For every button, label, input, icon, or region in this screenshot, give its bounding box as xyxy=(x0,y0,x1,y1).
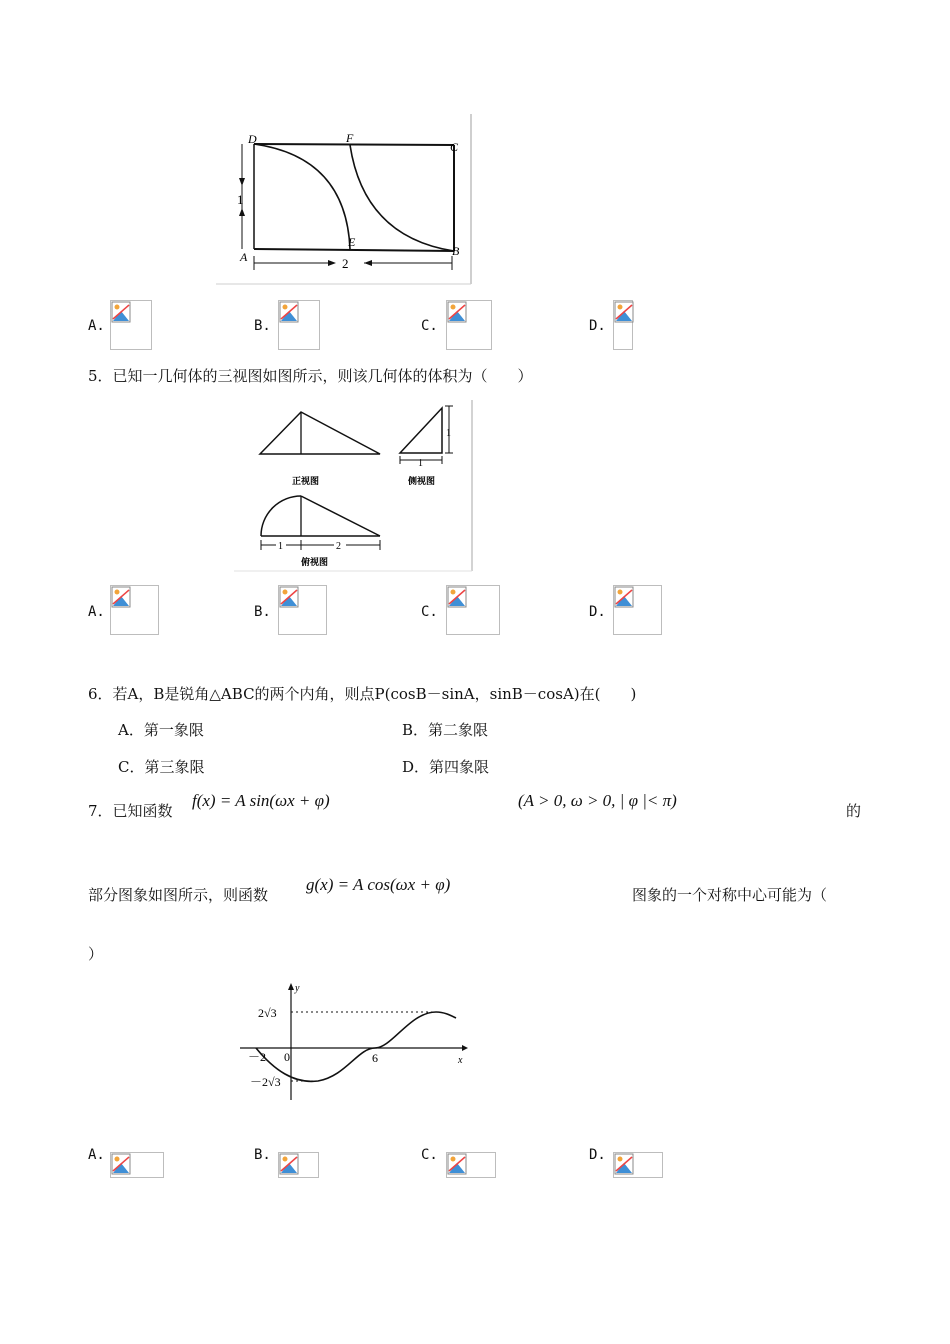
q7-line2-end: 图象的一个对称中心可能为（ xyxy=(632,886,828,904)
q7-option-a-label: A. xyxy=(88,1147,105,1163)
q7-line2-start: 部分图象如图所示，则函数 xyxy=(88,886,269,904)
q5-option-d-label: D. xyxy=(589,604,606,620)
x-axis-label: x xyxy=(458,1055,463,1066)
point-label-a: A xyxy=(240,250,248,264)
q6-option-d: D．第四象限 xyxy=(402,758,490,776)
q7-option-d-image xyxy=(613,1152,663,1178)
top-view-label: 俯视图 xyxy=(301,558,329,568)
broken-image-icon xyxy=(447,1153,467,1175)
q5-option-a-label: A. xyxy=(88,604,105,620)
dim-label-ad: 1 xyxy=(237,192,244,207)
three-view-figure xyxy=(234,398,474,573)
q5-option-b-image xyxy=(278,585,327,635)
top-dim-right-label: 2 xyxy=(336,541,341,552)
broken-image-icon xyxy=(279,301,299,323)
y-max-label: 2√3 xyxy=(258,1006,277,1020)
broken-image-icon xyxy=(614,301,634,323)
broken-image-icon xyxy=(111,586,131,608)
q4-option-c-image xyxy=(446,300,492,350)
y-axis-label: y xyxy=(295,983,300,994)
broken-image-icon xyxy=(614,1153,634,1175)
q6-option-b: B．第二象限 xyxy=(402,721,489,739)
point-label-e: E xyxy=(348,235,356,249)
q6-stem: 6．若A，B是锐角△ABC的两个内角，则点P(cosB－sinA，sinB－cosA)在( ) xyxy=(88,685,637,703)
side-width-label: 1 xyxy=(418,458,423,469)
q4-option-a-label: A. xyxy=(88,318,105,334)
q7-option-b-label: B. xyxy=(254,1147,271,1163)
broken-image-icon xyxy=(279,1153,299,1175)
q4-option-c-label: C. xyxy=(421,318,438,334)
q4-option-d-image xyxy=(613,300,633,350)
sine-graph-figure xyxy=(234,980,476,1108)
point-label-f: F xyxy=(346,131,354,145)
broken-image-icon xyxy=(447,301,467,323)
q5-option-c-image xyxy=(446,585,500,635)
q5-option-a-image xyxy=(110,585,159,635)
front-view-label: 正视图 xyxy=(292,477,320,487)
q7-option-c-image xyxy=(446,1152,496,1178)
q7-conditions: (A > 0, ω > 0, | φ |< π) xyxy=(518,791,677,810)
q6-option-c: C．第三象限 xyxy=(118,758,205,776)
dim-label-ab: 2 xyxy=(342,256,349,271)
broken-image-icon xyxy=(111,301,131,323)
broken-image-icon xyxy=(111,1153,131,1175)
broken-image-icon xyxy=(614,586,634,608)
q5-option-b-label: B. xyxy=(254,604,271,620)
broken-image-icon xyxy=(279,586,299,608)
q4-option-b-image xyxy=(278,300,320,350)
q7-stem-start: 7．已知函数 xyxy=(88,802,173,820)
q7-formula-g: g(x) = A cos(ωx + φ) xyxy=(306,875,451,894)
q4-option-a-image xyxy=(110,300,152,350)
x-pos-label: 6 xyxy=(372,1051,378,1065)
q7-option-a-image xyxy=(110,1152,164,1178)
q4-option-b-label: B. xyxy=(254,318,271,334)
q7-stem-de: 的 xyxy=(846,802,862,820)
top-dim-left-label: 1 xyxy=(278,541,283,552)
q5-stem: 5．已知一几何体的三视图如图所示，则该几何体的体积为（ ） xyxy=(88,367,533,385)
q4-option-d-label: D. xyxy=(589,318,606,334)
q5-option-c-label: C. xyxy=(421,604,438,620)
broken-image-icon xyxy=(447,586,467,608)
y-min-label: －2√3 xyxy=(250,1075,281,1089)
q7-option-c-label: C. xyxy=(421,1147,438,1163)
q7-option-d-label: D. xyxy=(589,1147,606,1163)
point-label-b: B xyxy=(452,244,460,258)
q7-line3: ） xyxy=(88,945,104,963)
rectangle-arc-figure xyxy=(214,112,474,287)
q5-option-d-image xyxy=(613,585,662,635)
q7-option-b-image xyxy=(278,1152,319,1178)
q7-formula-f: f(x) = A sin(ωx + φ) xyxy=(192,791,330,810)
point-label-d: D xyxy=(248,132,257,146)
side-dim-label: 1 xyxy=(446,428,451,439)
x-neg-label: －2 xyxy=(248,1050,267,1064)
side-view-label: 侧视图 xyxy=(408,477,436,487)
origin-label: 0 xyxy=(284,1050,290,1064)
q6-option-a: A．第一象限 xyxy=(118,721,204,739)
point-label-c: C xyxy=(450,140,459,154)
